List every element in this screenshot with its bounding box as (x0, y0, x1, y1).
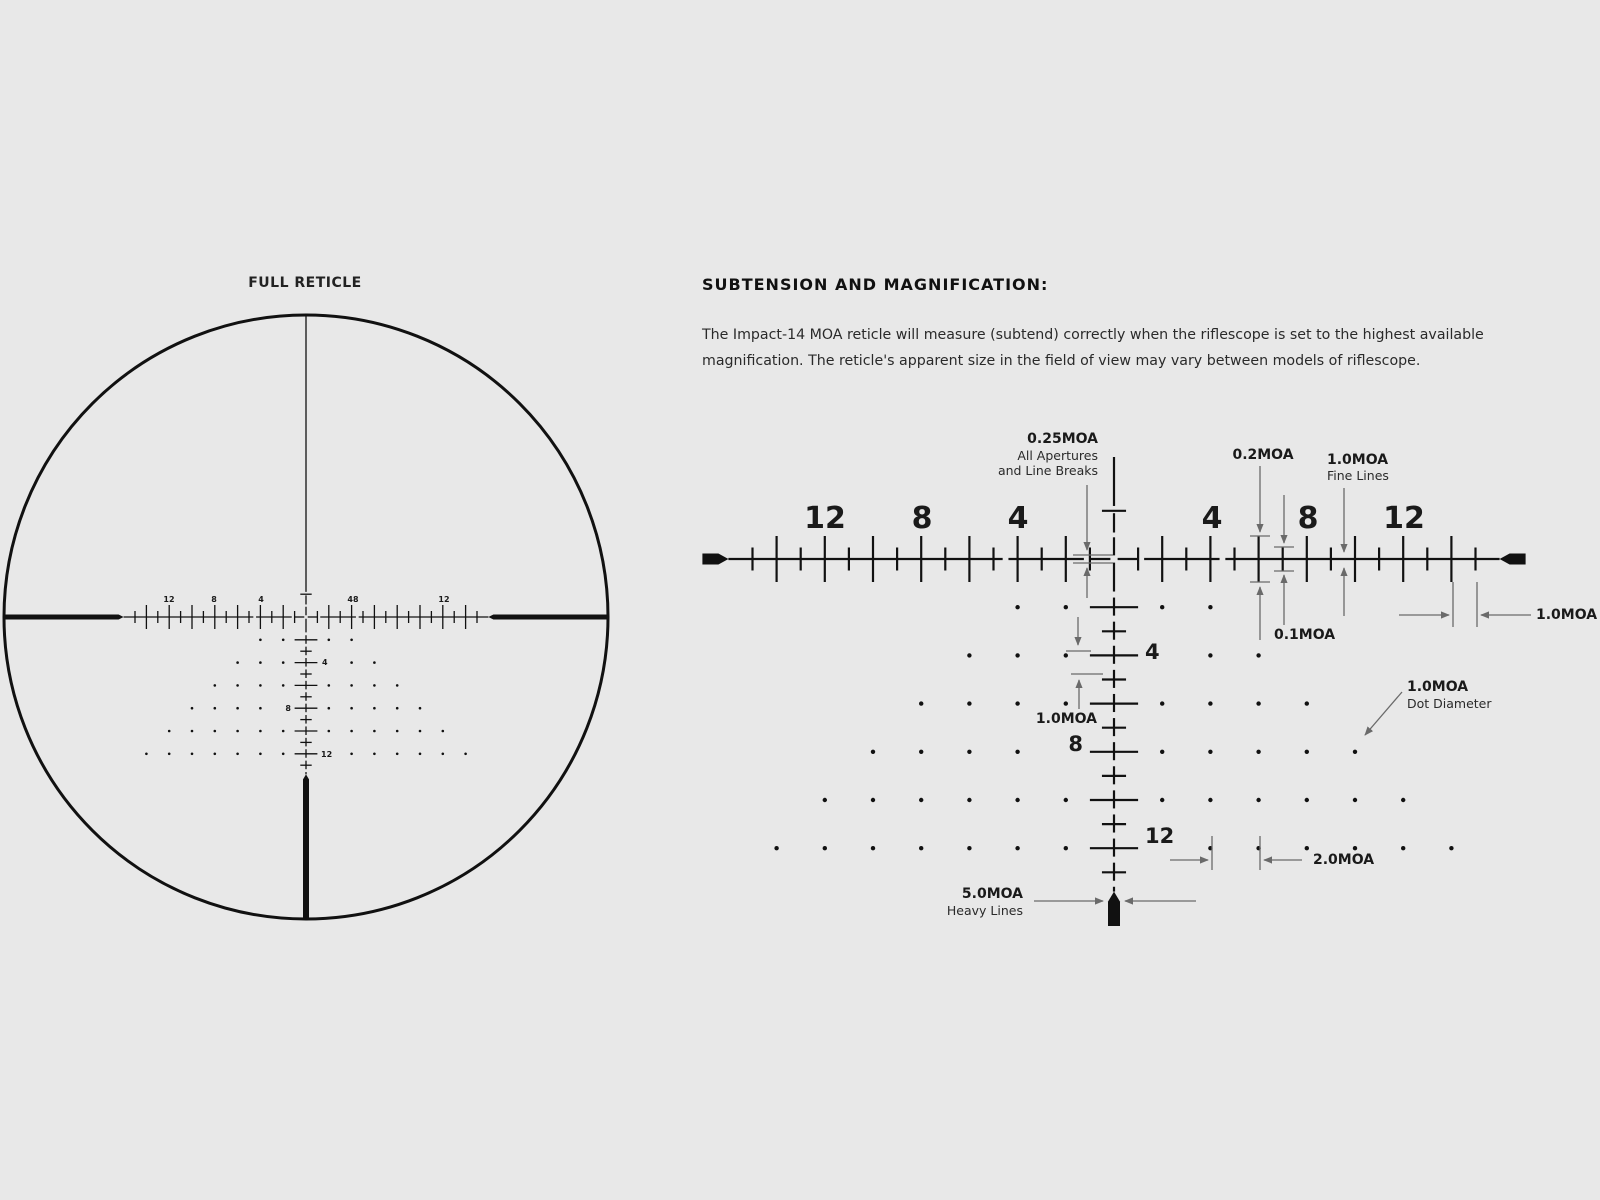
v-label: 8 (1068, 732, 1083, 756)
holdover-dot (282, 730, 285, 733)
v-label: 12 (321, 750, 333, 759)
h-label: 8 (1297, 501, 1319, 536)
holdover-dot (823, 846, 827, 850)
apertures-line2: and Line Breaks (997, 463, 1098, 478)
v-label: 4 (322, 658, 328, 667)
holdover-dot (259, 707, 262, 710)
holdover-dot (919, 701, 923, 705)
holdover-dot (823, 798, 827, 802)
holdover-dot (282, 684, 285, 687)
holdover-dot (1064, 605, 1068, 609)
holdover-dot (350, 661, 353, 664)
holdover-dot (328, 707, 331, 710)
holdover-dot (1208, 605, 1212, 609)
holdover-dot (1256, 750, 1260, 754)
heavy-value: 5.0MOA (961, 886, 1023, 902)
holdover-dot (967, 701, 971, 705)
holdover-dot (1015, 701, 1019, 705)
h-label: 4 (1007, 501, 1029, 536)
holdover-dot (1256, 701, 1260, 705)
apertures-line1: All Apertures (1017, 448, 1098, 463)
holdover-dot (1353, 846, 1357, 850)
point2-value: 0.2MOA (1232, 447, 1294, 463)
holdover-dot (967, 653, 971, 657)
holdover-dot (350, 639, 353, 642)
holdover-dot (168, 753, 171, 756)
holdover-dot (1015, 846, 1019, 850)
holdover-dot (282, 661, 285, 664)
holdover-dot (214, 707, 217, 710)
holdover-dot (1064, 653, 1068, 657)
holdover-dot (1401, 846, 1405, 850)
holdover-dot (236, 684, 239, 687)
holdover-dot (236, 707, 239, 710)
point1-value: 0.1MOA (1274, 627, 1336, 643)
holdover-dot (1305, 701, 1309, 705)
v-label: 12 (1145, 824, 1175, 848)
holdover-dot (214, 730, 217, 733)
holdover-dot (774, 846, 778, 850)
h-label: 8 (911, 501, 933, 536)
holdover-dot (442, 753, 445, 756)
dot-line1: Dot Diameter (1407, 696, 1492, 711)
holdover-dot (1256, 798, 1260, 802)
holdover-dot (396, 684, 399, 687)
holdover-dot (259, 684, 262, 687)
holdover-dot (191, 730, 194, 733)
holdover-dot (1160, 798, 1164, 802)
holdover-dot (1305, 798, 1309, 802)
holdover-dot (236, 661, 239, 664)
holdover-dot (1015, 798, 1019, 802)
h-label: 4 (1201, 501, 1223, 536)
holdover-dot (871, 798, 875, 802)
h-label: 48 (347, 595, 359, 604)
holdover-dot (871, 750, 875, 754)
h-label: 12 (804, 501, 846, 536)
holdover-dot (1160, 750, 1164, 754)
holdover-dot (1208, 701, 1212, 705)
holdover-dot (259, 639, 262, 642)
holdover-dot (350, 707, 353, 710)
holdover-dot (419, 753, 422, 756)
holdover-dot (282, 753, 285, 756)
holdover-dot (464, 753, 467, 756)
holdover-dot (396, 707, 399, 710)
holdover-dot (236, 730, 239, 733)
holdover-dot (259, 730, 262, 733)
fine-value: 1.0MOA (1327, 452, 1389, 468)
annotation-arrow (1365, 692, 1402, 735)
v-label: 4 (1145, 640, 1160, 664)
full-reticle-title: FULL RETICLE (248, 275, 362, 291)
h-label: 12 (163, 595, 175, 604)
subtension-description: The Impact-14 MOA reticle will measure (subtend) correctly when the riflescope is set to the highest available magnification. The reticle's apparent size in the field of view may vary between models of riflescope. (702, 327, 1484, 369)
holdover-dot (236, 753, 239, 756)
holdover-dot (191, 707, 194, 710)
holdover-dot (442, 730, 445, 733)
full-reticle (4, 315, 608, 919)
subtension-heading: SUBTENSION AND MAGNIFICATION: (702, 275, 1049, 294)
holdover-dot (1160, 605, 1164, 609)
heavy-post (702, 554, 728, 565)
holdover-dot (396, 753, 399, 756)
tick-spacing-value: 1.0MOA (1536, 607, 1598, 623)
holdover-dot (1353, 798, 1357, 802)
heavy-post-bottom (1108, 892, 1120, 926)
h-label: 12 (1383, 501, 1425, 536)
holdover-dot (871, 846, 875, 850)
h-label: 8 (211, 595, 217, 604)
holdover-dot (328, 730, 331, 733)
dot-spacing-value: 2.0MOA (1313, 852, 1375, 868)
holdover-dot (1256, 653, 1260, 657)
holdover-dot (1305, 846, 1309, 850)
heavy-post (4, 615, 124, 620)
h-label: 4 (258, 595, 264, 604)
holdover-dot (1449, 846, 1453, 850)
holdover-dot (373, 661, 376, 664)
heavy-post (488, 615, 608, 620)
heavy-line1: Heavy Lines (946, 903, 1023, 918)
holdover-dot (1064, 701, 1068, 705)
holdover-dot (967, 798, 971, 802)
holdover-dot (145, 753, 148, 756)
holdover-dot (419, 730, 422, 733)
vertical-spacing-value: 1.0MOA (1035, 711, 1097, 727)
holdover-dot (1015, 653, 1019, 657)
holdover-dot (1015, 605, 1019, 609)
holdover-dot (967, 750, 971, 754)
dot-value: 1.0MOA (1407, 679, 1469, 695)
holdover-dot (350, 730, 353, 733)
holdover-dot (282, 639, 285, 642)
holdover-dot (1305, 750, 1309, 754)
holdover-dot (191, 753, 194, 756)
fine-line1: Fine Lines (1327, 468, 1389, 483)
holdover-dot (967, 846, 971, 850)
holdover-dot (1353, 750, 1357, 754)
heavy-post (1500, 554, 1526, 565)
holdover-dot (919, 750, 923, 754)
holdover-dot (168, 730, 171, 733)
holdover-dot (373, 753, 376, 756)
holdover-dot (1064, 846, 1068, 850)
apertures-value: 0.25MOA (1027, 431, 1098, 447)
holdover-dot (1208, 653, 1212, 657)
holdover-dot (259, 661, 262, 664)
holdover-dot (350, 684, 353, 687)
holdover-dot (1208, 750, 1212, 754)
holdover-dot (1160, 701, 1164, 705)
holdover-dot (373, 707, 376, 710)
annotation-texts (947, 431, 1597, 918)
holdover-dot (328, 684, 331, 687)
holdover-dot (919, 798, 923, 802)
holdover-dot (350, 753, 353, 756)
holdover-dot (396, 730, 399, 733)
holdover-dot (373, 730, 376, 733)
holdover-dot (373, 684, 376, 687)
heavy-post-bottom (303, 774, 309, 919)
holdover-dot (1015, 750, 1019, 754)
holdover-dot (1064, 798, 1068, 802)
holdover-dot (214, 684, 217, 687)
holdover-dot (328, 639, 331, 642)
right-v-labels (1068, 640, 1174, 848)
holdover-dot (259, 753, 262, 756)
holdover-dot (1208, 798, 1212, 802)
v-label: 8 (285, 704, 291, 713)
holdover-dot (919, 846, 923, 850)
holdover-dot (214, 753, 217, 756)
h-label: 12 (438, 595, 450, 604)
holdover-dot (419, 707, 422, 710)
holdover-dot (1401, 798, 1405, 802)
